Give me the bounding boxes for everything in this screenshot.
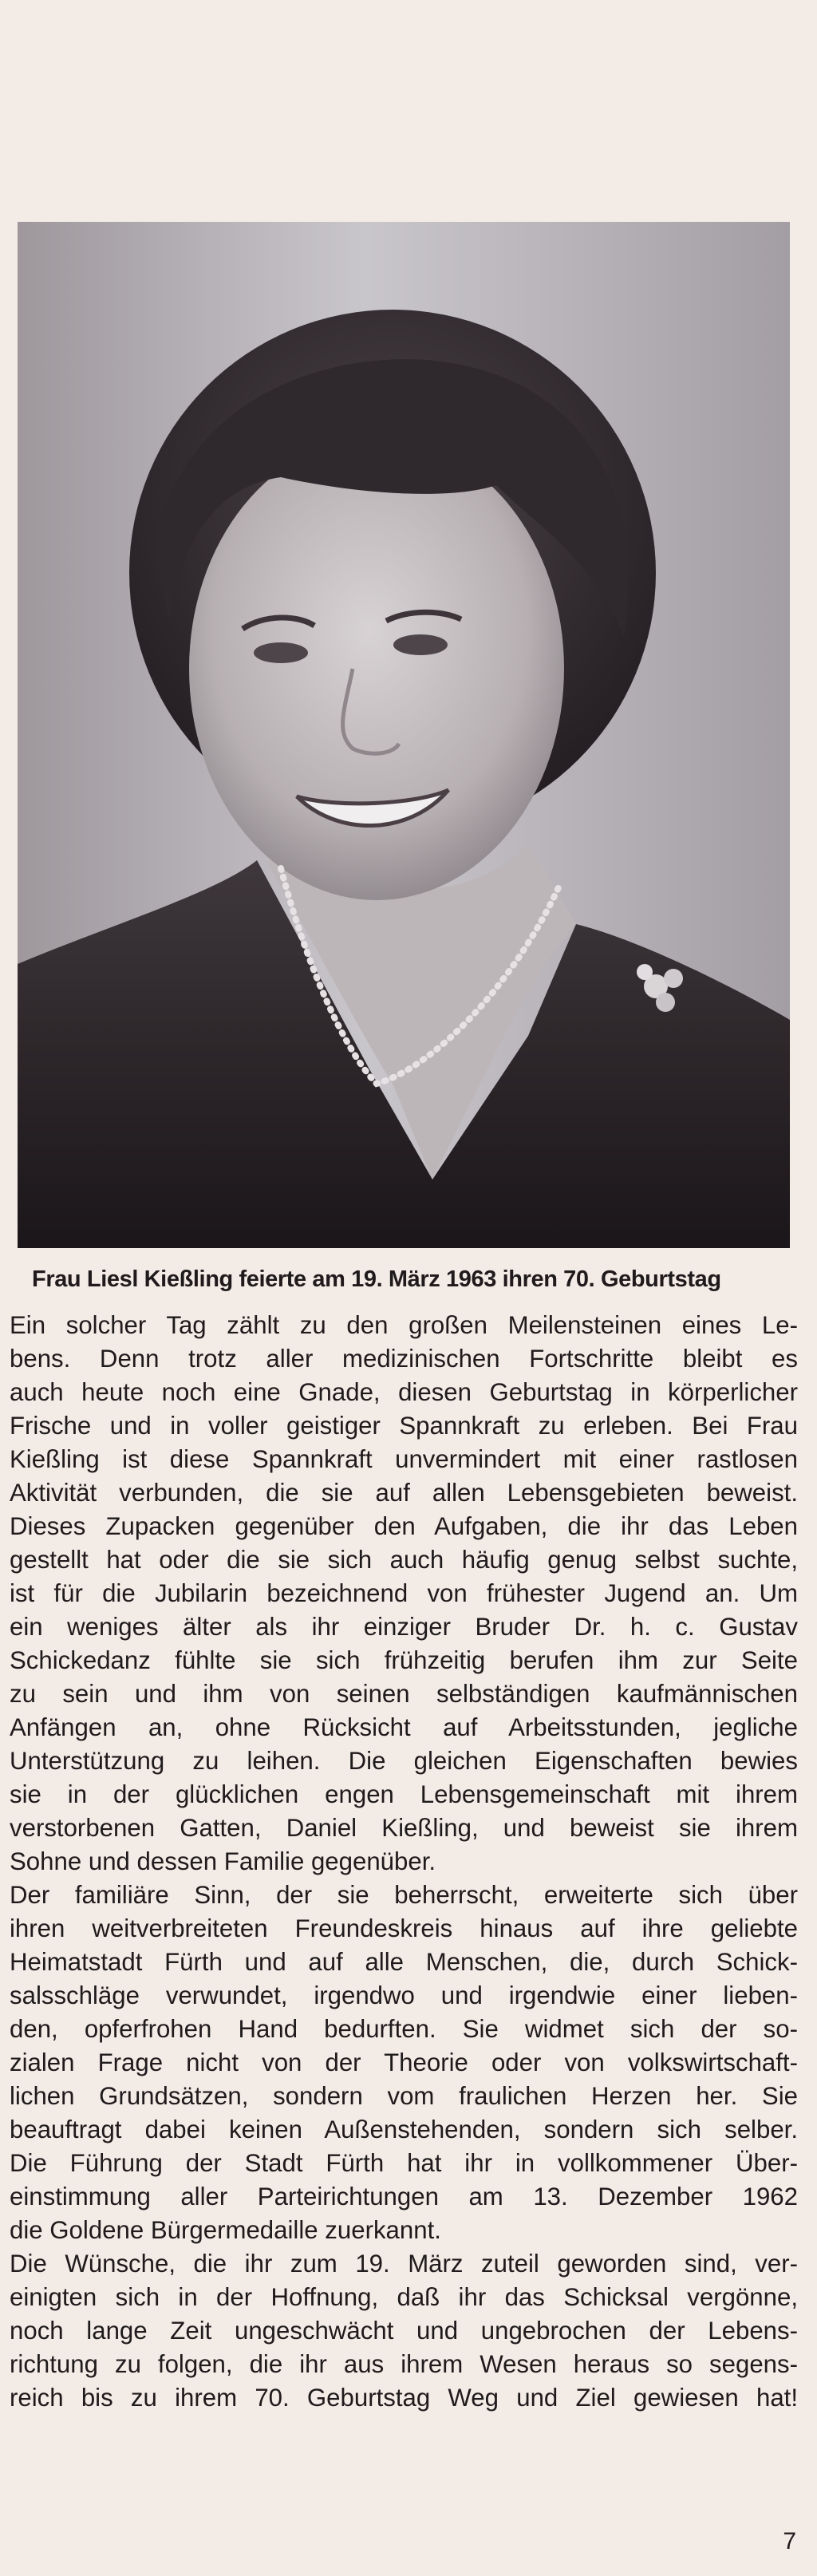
right-eye bbox=[393, 634, 448, 655]
body-line: lichen Grundsätzen, sondern vom fraulichen Herzen her. Sie bbox=[10, 2082, 798, 2110]
body-line: ein weniges älter als ihr einziger Bruder Dr. h. c. Gustav bbox=[10, 1613, 798, 1641]
body-line: verstorbenen Gatten, Daniel Kießling, und beweist sie ihrem bbox=[10, 1814, 798, 1842]
body-line: zialen Frage nicht von der Theorie oder von volkswirtschaft- bbox=[10, 2049, 798, 2076]
body-line: Aktivität verbunden, die sie auf allen Lebensgebieten beweist. bbox=[10, 1479, 798, 1507]
body-line: Dieses Zupacken gegenüber den Aufgaben, die ihr das Leben bbox=[10, 1512, 798, 1540]
body-line: Schickedanz fühlte sie sich frühzeitig berufen ihm zur Seite bbox=[10, 1646, 798, 1674]
page-number: 7 bbox=[783, 2528, 796, 2554]
left-eye bbox=[254, 642, 308, 663]
body-line: den, opferfrohen Hand bedurften. Sie widmet sich der so- bbox=[10, 2015, 798, 2043]
body-line: richtung zu folgen, die ihr aus ihrem Wesen heraus so segens- bbox=[10, 2350, 798, 2378]
body-line: reich bis zu ihrem 70. Geburtstag Weg und Ziel gewiesen hat! bbox=[10, 2384, 798, 2412]
face-shape bbox=[189, 437, 564, 900]
portrait-illustration bbox=[18, 222, 790, 1248]
body-line: salsschläge verwundet, irgendwo und irgendwie einer lieben- bbox=[10, 1981, 798, 2009]
portrait-photo bbox=[18, 222, 790, 1248]
body-line: Unterstützung zu leihen. Die gleichen Eigenschaften bewies bbox=[10, 1747, 798, 1775]
body-line: Die Führung der Stadt Fürth hat ihr in vollkommener Über- bbox=[10, 2149, 798, 2177]
body-line: Kießling ist diese Spannkraft unvermindert mit einer rastlosen bbox=[10, 1445, 798, 1473]
body-line: gestellt hat oder die sie sich auch häufig genug selbst suchte, bbox=[10, 1546, 798, 1574]
body-line: Anfängen an, ohne Rücksicht auf Arbeitsstunden, jegliche bbox=[10, 1713, 798, 1741]
body-line: Heimatstadt Fürth und auf alle Menschen, die, durch Schick- bbox=[10, 1948, 798, 1976]
body-line: ihren weitverbreiteten Freundeskreis hinaus auf ihre geliebte bbox=[10, 1914, 798, 1942]
body-line: einstimmung aller Parteirichtungen am 13. Dezember 1962 bbox=[10, 2183, 798, 2211]
body-line: einigten sich in der Hoffnung, daß ihr das Schicksal vergönne, bbox=[10, 2283, 798, 2311]
photo-caption: Frau Liesl Kießling feierte am 19. März 1963 ihren 70. Geburtstag bbox=[32, 1266, 721, 1292]
body-line: ist für die Jubilarin bezeichnend von frühester Jugend an. Um bbox=[10, 1579, 798, 1607]
body-line: Der familiäre Sinn, der sie beherrscht, erweiterte sich über bbox=[10, 1881, 798, 1909]
body-line: Frische und in voller geistiger Spannkraft zu erleben. Bei Frau bbox=[10, 1412, 798, 1440]
body-line: Die Wünsche, die ihr zum 19. März zuteil geworden sind, ver- bbox=[10, 2250, 798, 2278]
body-line: noch lange Zeit ungeschwächt und ungebrochen der Lebens- bbox=[10, 2317, 798, 2345]
body-line: Sohne und dessen Familie gegenüber. bbox=[10, 1847, 436, 1875]
body-line: beauftragt dabei keinen Außenstehenden, sondern sich selber. bbox=[10, 2116, 798, 2143]
body-line: auch heute noch eine Gnade, diesen Geburtstag in körperlicher bbox=[10, 1378, 798, 1406]
article-body bbox=[10, 1309, 798, 2415]
body-line: bens. Denn trotz aller medizinischen Fortschritte bleibt es bbox=[10, 1345, 798, 1373]
body-line: zu sein und ihm von seinen selbständigen kaufmännischen bbox=[10, 1680, 798, 1708]
body-line: die Goldene Bürgermedaille zuerkannt. bbox=[10, 2216, 441, 2244]
body-line: sie in der glücklichen engen Lebensgemeinschaft mit ihrem bbox=[10, 1780, 798, 1808]
body-line: Ein solcher Tag zählt zu den großen Meilensteinen eines Le- bbox=[10, 1311, 798, 1339]
